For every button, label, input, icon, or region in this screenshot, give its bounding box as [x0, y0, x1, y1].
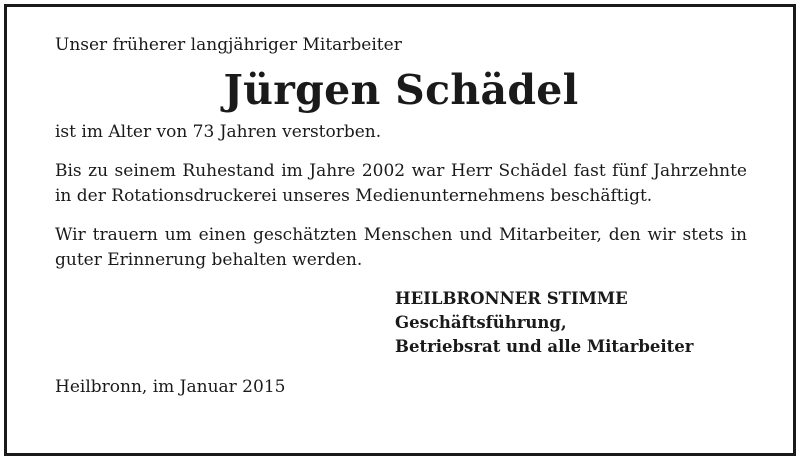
- signature-block: [395, 287, 747, 359]
- age-line: ist im Alter von 73 Jahren verstorben.: [55, 122, 382, 142]
- mourning-paragraph: Wir trauern um einen geschätzten Menschen und Mitarbeiter, den wir stets in guter Erinnerung behalten werden.: [55, 225, 747, 270]
- deceased-name: Jürgen Schädel: [223, 66, 579, 114]
- career-paragraph: Bis zu seinem Ruhestand im Jahre 2002 war Herr Schädel fast fünf Jahrzehnte in der Rotationsdruckerei unseres Medienunternehmens beschäftigt.: [55, 161, 747, 206]
- signature-organization: HEILBRONNER STIMME: [395, 289, 628, 308]
- signature-management: Geschäftsführung,: [395, 313, 567, 332]
- intro-line: Unser früherer langjähriger Mitarbeiter: [55, 35, 402, 55]
- signature-staff: Betriebsrat und alle Mitarbeiter: [395, 337, 694, 356]
- notice-content: [55, 33, 747, 400]
- place-date: Heilbronn, im Januar 2015: [55, 377, 286, 397]
